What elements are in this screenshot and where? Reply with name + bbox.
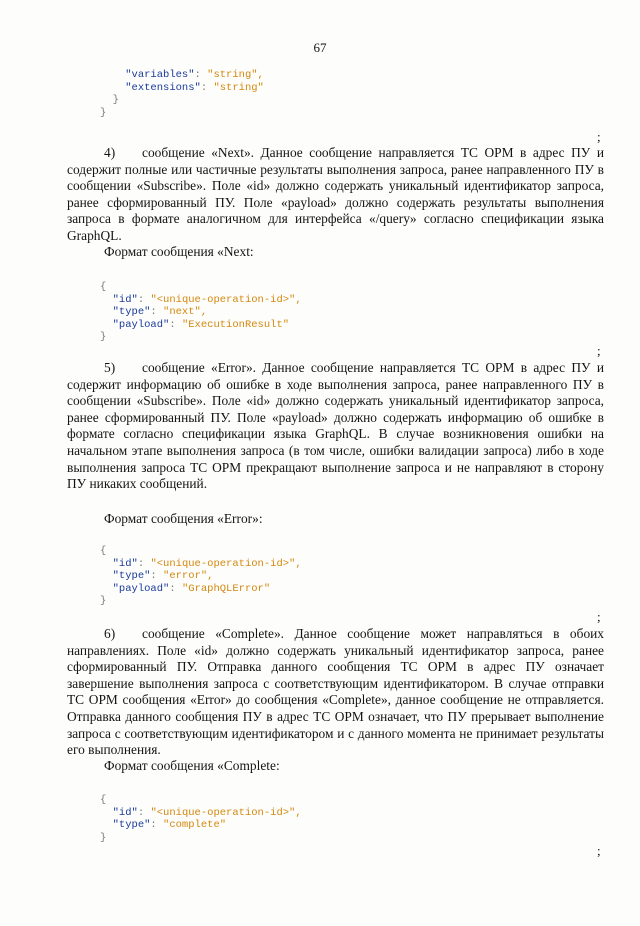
format-label-next: Формат сообщения «Next: — [104, 244, 254, 259]
code-brace: } — [100, 106, 107, 119]
semicolon: ; — [597, 343, 601, 358]
list-item-6 — [67, 626, 604, 759]
page-number: 67 — [313, 40, 327, 55]
list-item-number: 4) — [104, 145, 116, 160]
code-brace: } — [112, 94, 119, 106]
code-line: "id": "<unique-operation-id>", — [112, 293, 302, 306]
code-block-continuation — [100, 69, 264, 119]
code-line: "extensions": "string" — [125, 81, 264, 94]
semicolon: ; — [597, 129, 601, 144]
list-item-5 — [67, 360, 604, 493]
list-item-4 — [67, 145, 604, 245]
list-item-text: сообщение «Complete». Данное сообщение может направляться в обоих направлениях. Поле «id» должно содержать уникальный идентификатор запроса, ранее сформированный ПУ. Отправка данного сообщения ТС ОРМ в адрес ПУ означает завершение выполнения запроса с соответствующим идентификатором. В случае отправки ТС ОРМ сообщения «Error» до сообщения «Complete», данное сообщение не отправляется. Отправка данного сообщения ПУ в адрес ТС ОРМ означает, что ПУ прерывает выполнение запроса с соответствующим идентификатором и с данного момента не принимает результаты его выполнения. — [67, 626, 604, 758]
list-item-text: сообщение «Next». Данное сообщение направляется ТС ОРМ в адрес ПУ и содержит полные или частичные результаты выполнения запроса, ранее направленного ПУ в сообщении «Subscribe». Поле «id» должно содержать уникальный идентификатор запроса, ранее сформированный ПУ. Поле «payload» должно содержать результаты выполнения запроса в формате аналогичном для интерфейса «/query» согласно спецификации языка GraphQL. — [67, 145, 604, 243]
code-line: "payload": "GraphQLError" — [112, 582, 271, 595]
code-block-complete: { "id": "<unique-operation-id>", "type": "complete" } — [100, 794, 302, 844]
code-block-next: { "id": "<unique-operation-id>", "type": "next", "payload": "ExecutionResult" } — [100, 281, 302, 343]
semicolon: ; — [597, 609, 601, 624]
list-item-number: 5) — [104, 360, 116, 375]
semicolon: ; — [597, 843, 601, 858]
code-line: "payload": "ExecutionResult" — [112, 318, 290, 331]
code-line: "type": "error", — [112, 570, 214, 582]
code-block-error: { "id": "<unique-operation-id>", "type": "error", "payload": "GraphQLError" } — [100, 545, 302, 607]
code-line: "id": "<unique-operation-id>", — [112, 806, 302, 819]
code-line: "id": "<unique-operation-id>", — [112, 557, 302, 570]
code-line: "variables": "string", — [125, 69, 264, 81]
format-label-error: Формат сообщения «Error»: — [104, 511, 263, 526]
code-line: "type": "complete" — [112, 819, 227, 831]
list-item-text: сообщение «Error». Данное сообщение направляется ТС ОРМ в адрес ПУ и содержит информацию об ошибке в ходе выполнения запроса, ранее направленного ПУ в сообщении «Subscribe». Поле «id» должно содержать уникальный идентификатор запроса, ранее сформированный ПУ. Поле «payload» должно содержать информацию об ошибке в формате согласно спецификации языка GraphQL. В случае возникновения ошибки на начальном этапе выполнения запроса (в том числе, ошибки валидации запроса) либо в ходе выполнения запроса ТС ОРМ прекращают выполнение запроса и не направляют в сторону ПУ никаких сообщений. — [67, 360, 604, 492]
list-item-number: 6) — [104, 626, 116, 641]
format-label-complete: Формат сообщения «Complete: — [104, 758, 280, 773]
code-line: "type": "next", — [112, 306, 208, 318]
